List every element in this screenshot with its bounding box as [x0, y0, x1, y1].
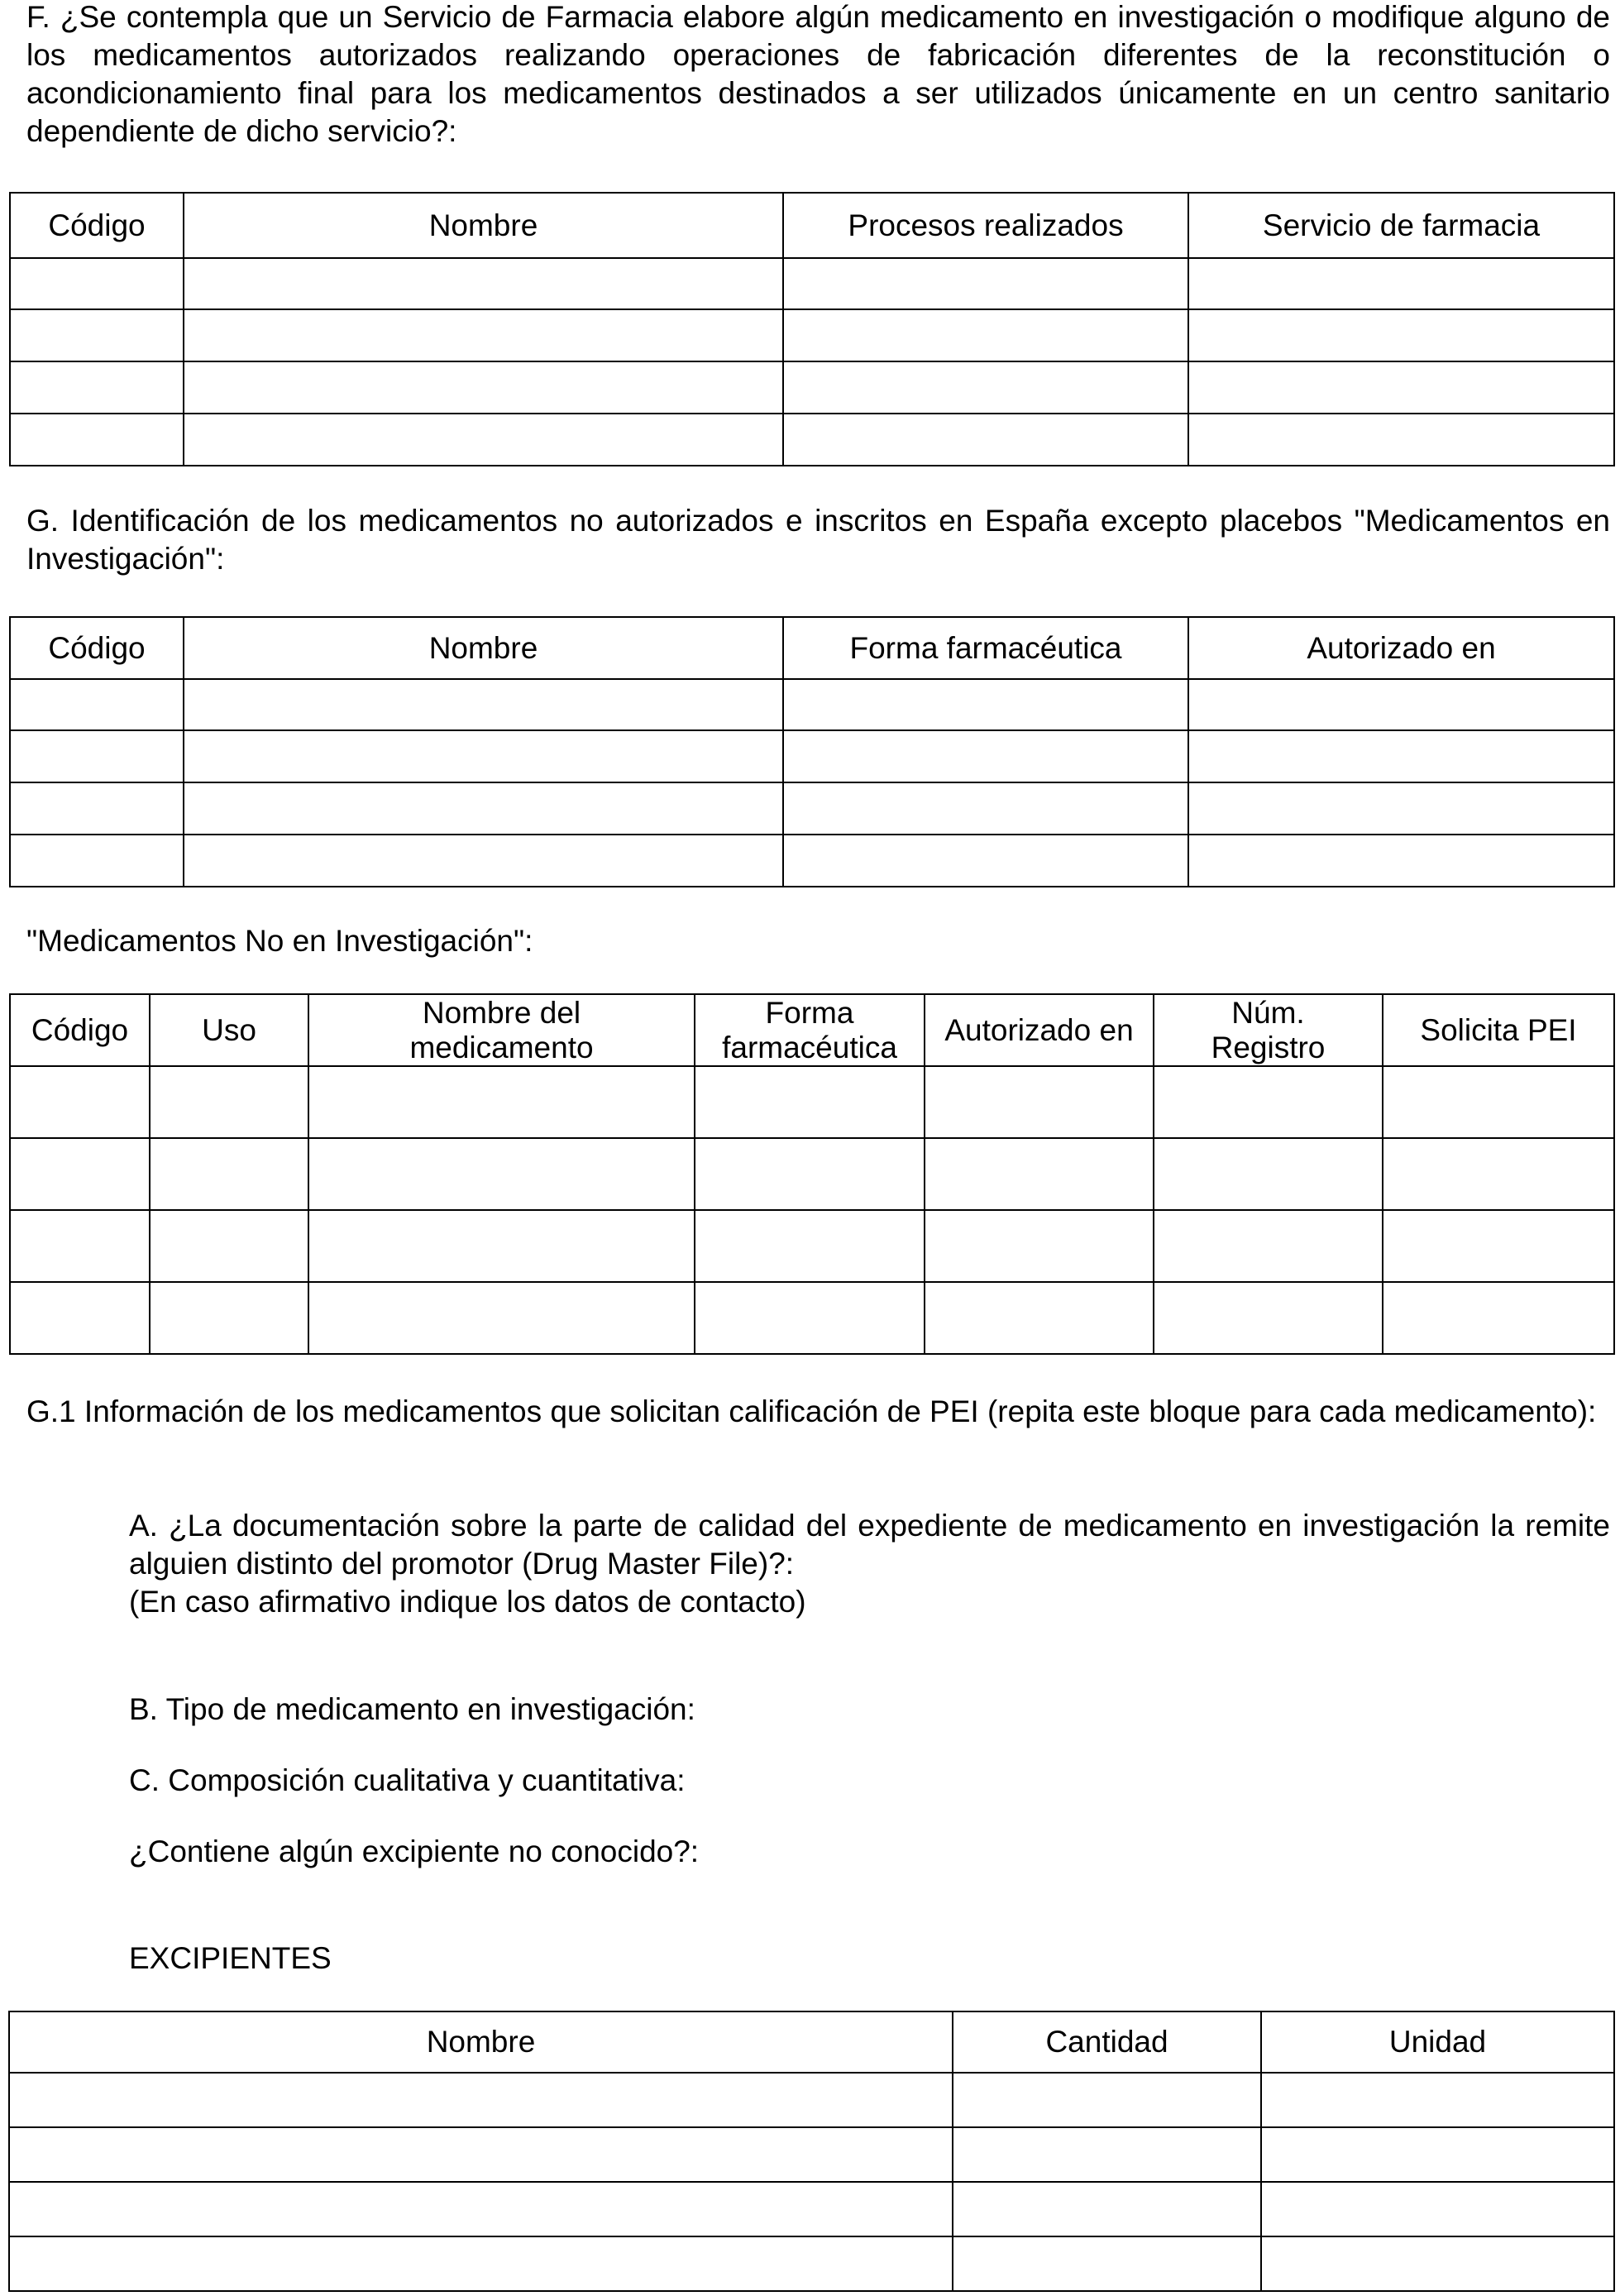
input-cell[interactable]: [925, 1282, 1154, 1354]
input-cell[interactable]: [783, 361, 1188, 414]
input-cell[interactable]: [783, 782, 1188, 835]
input-cell[interactable]: [308, 1282, 695, 1354]
table-header-row: [9, 2011, 1614, 2073]
input-cell[interactable]: [695, 1066, 925, 1138]
col-header-nombre: Nombre: [184, 193, 783, 258]
input-cell[interactable]: [925, 1138, 1154, 1210]
table-pharmacy-processes: [9, 192, 1615, 466]
input-cell[interactable]: [184, 414, 783, 466]
input-cell[interactable]: [1188, 309, 1614, 361]
col-header-forma: Forma farmacéutica: [695, 994, 925, 1066]
col-header-num-registro: Núm. Registro: [1154, 994, 1383, 1066]
input-cell[interactable]: [925, 1066, 1154, 1138]
input-cell[interactable]: [184, 258, 783, 309]
input-cell[interactable]: [184, 730, 783, 782]
input-cell[interactable]: [150, 1066, 308, 1138]
table-row: [9, 2182, 1614, 2236]
input-cell[interactable]: [308, 1066, 695, 1138]
input-cell[interactable]: [925, 1210, 1154, 1282]
input-cell[interactable]: [1383, 1282, 1614, 1354]
excipientes-heading: EXCIPIENTES: [129, 1941, 332, 1975]
input-cell[interactable]: [1383, 1138, 1614, 1210]
input-cell[interactable]: [10, 679, 184, 730]
input-cell[interactable]: [1383, 1066, 1614, 1138]
table-row: [10, 782, 1614, 835]
input-cell[interactable]: [783, 730, 1188, 782]
table-row: [10, 835, 1614, 887]
table-row: [10, 730, 1614, 782]
col-header-unidad: Unidad: [1261, 2011, 1614, 2073]
input-cell[interactable]: [1154, 1282, 1383, 1354]
g1-item-a-question: A. ¿La documentación sobre la parte de calidad del expediente de medicamento en investigación la remite alguien distinto del promotor (Drug Master File)?:: [129, 1509, 1610, 1581]
input-cell[interactable]: [695, 1138, 925, 1210]
input-cell[interactable]: [1154, 1066, 1383, 1138]
table-non-investigational-drugs: [9, 993, 1615, 1355]
col-header-codigo: Código: [10, 617, 184, 679]
input-cell[interactable]: [10, 835, 184, 887]
input-cell[interactable]: [308, 1210, 695, 1282]
input-cell[interactable]: [1383, 1210, 1614, 1282]
table-row: [9, 2073, 1614, 2127]
table-row: [9, 2127, 1614, 2182]
col-header-uso: Uso: [150, 994, 308, 1066]
input-cell[interactable]: [783, 309, 1188, 361]
section-nim-heading: "Medicamentos No en Investigación":: [26, 924, 533, 958]
table-row: [10, 679, 1614, 730]
input-cell[interactable]: [10, 1210, 150, 1282]
section-f-question: F. ¿Se contempla que un Servicio de Farmacia elabore algún medicamento en investigación o modifique alguno de los medicamentos autorizados realizando operaciones de fabricación diferentes de la reconstitución o acondicionamiento final para los medicamentos destinados a ser utilizados únicamente en un centro sanitario dependiente de dicho servicio?:: [26, 0, 1610, 148]
input-cell[interactable]: [9, 2127, 953, 2182]
table-investigational-drugs: [9, 616, 1615, 887]
table-row: [10, 1282, 1614, 1354]
input-cell[interactable]: [695, 1210, 925, 1282]
col-header-autorizado: Autorizado en: [1188, 617, 1614, 679]
table-header-row: [10, 193, 1614, 258]
input-cell[interactable]: [184, 309, 783, 361]
col-header-codigo: Código: [10, 994, 150, 1066]
input-cell[interactable]: [1154, 1138, 1383, 1210]
g1-item-b-label: B. Tipo de medicamento en investigación:: [129, 1692, 695, 1726]
input-cell[interactable]: [783, 835, 1188, 887]
g1-item-c-label: C. Composición cualitativa y cuantitativa:: [129, 1763, 686, 1797]
input-cell[interactable]: [184, 835, 783, 887]
table-row: [10, 414, 1614, 466]
col-header-codigo: Código: [10, 193, 184, 258]
input-cell[interactable]: [150, 1282, 308, 1354]
input-cell[interactable]: [953, 2073, 1261, 2127]
table-row: [10, 1210, 1614, 1282]
col-header-servicio: Servicio de farmacia: [1188, 193, 1614, 258]
input-cell[interactable]: [783, 258, 1188, 309]
input-cell[interactable]: [9, 2073, 953, 2127]
table-row: [9, 2236, 1614, 2291]
input-cell[interactable]: [695, 1282, 925, 1354]
table-header-row: [10, 994, 1614, 1066]
table-row: [10, 309, 1614, 361]
col-header-nombre-medicamento: Nombre del medicamento: [308, 994, 695, 1066]
table-row: [10, 1066, 1614, 1138]
col-header-solicita-pei: Solicita PEI: [1383, 994, 1614, 1066]
input-cell[interactable]: [1188, 782, 1614, 835]
input-cell[interactable]: [783, 414, 1188, 466]
table-header-row: [10, 617, 1614, 679]
section-g-heading: G. Identificación de los medicamentos no autorizados e inscritos en España excepto placebos "Medicamentos en Investigación":: [26, 504, 1610, 576]
input-cell[interactable]: [1188, 679, 1614, 730]
input-cell[interactable]: [953, 2127, 1261, 2182]
input-cell[interactable]: [9, 2182, 953, 2236]
col-header-nombre: Nombre: [184, 617, 783, 679]
input-cell[interactable]: [150, 1138, 308, 1210]
table-row: [10, 258, 1614, 309]
input-cell[interactable]: [10, 730, 184, 782]
input-cell[interactable]: [184, 679, 783, 730]
input-cell[interactable]: [1188, 730, 1614, 782]
col-header-autorizado: Autorizado en: [925, 994, 1154, 1066]
input-cell[interactable]: [10, 1138, 150, 1210]
section-g1-heading: G.1 Información de los medicamentos que solicitan calificación de PEI (repita este bloque para cada medicamento):: [26, 1394, 1597, 1428]
col-header-cantidad: Cantidad: [953, 2011, 1261, 2073]
input-cell[interactable]: [10, 1066, 150, 1138]
input-cell[interactable]: [150, 1210, 308, 1282]
input-cell[interactable]: [1261, 2236, 1614, 2291]
input-cell[interactable]: [10, 361, 184, 414]
g1-excipient-question: ¿Contiene algún excipiente no conocido?:: [129, 1834, 700, 1868]
input-cell[interactable]: [184, 361, 783, 414]
table-excipientes: [8, 2011, 1615, 2292]
col-header-nombre: Nombre: [9, 2011, 953, 2073]
table-row: [10, 1138, 1614, 1210]
g1-item-a-note: (En caso afirmativo indique los datos de contacto): [129, 1585, 806, 1619]
input-cell[interactable]: [1154, 1210, 1383, 1282]
input-cell[interactable]: [1261, 2127, 1614, 2182]
input-cell[interactable]: [1188, 361, 1614, 414]
input-cell[interactable]: [1188, 414, 1614, 466]
input-cell[interactable]: [10, 258, 184, 309]
input-cell[interactable]: [10, 414, 184, 466]
input-cell[interactable]: [1188, 258, 1614, 309]
input-cell[interactable]: [10, 782, 184, 835]
input-cell[interactable]: [783, 679, 1188, 730]
input-cell[interactable]: [10, 1282, 150, 1354]
input-cell[interactable]: [953, 2182, 1261, 2236]
input-cell[interactable]: [184, 782, 783, 835]
col-header-procesos: Procesos realizados: [783, 193, 1188, 258]
table-row: [10, 361, 1614, 414]
input-cell[interactable]: [10, 309, 184, 361]
input-cell[interactable]: [9, 2236, 953, 2291]
input-cell[interactable]: [953, 2236, 1261, 2291]
input-cell[interactable]: [1188, 835, 1614, 887]
input-cell[interactable]: [308, 1138, 695, 1210]
col-header-forma: Forma farmacéutica: [783, 617, 1188, 679]
input-cell[interactable]: [1261, 2182, 1614, 2236]
input-cell[interactable]: [1261, 2073, 1614, 2127]
